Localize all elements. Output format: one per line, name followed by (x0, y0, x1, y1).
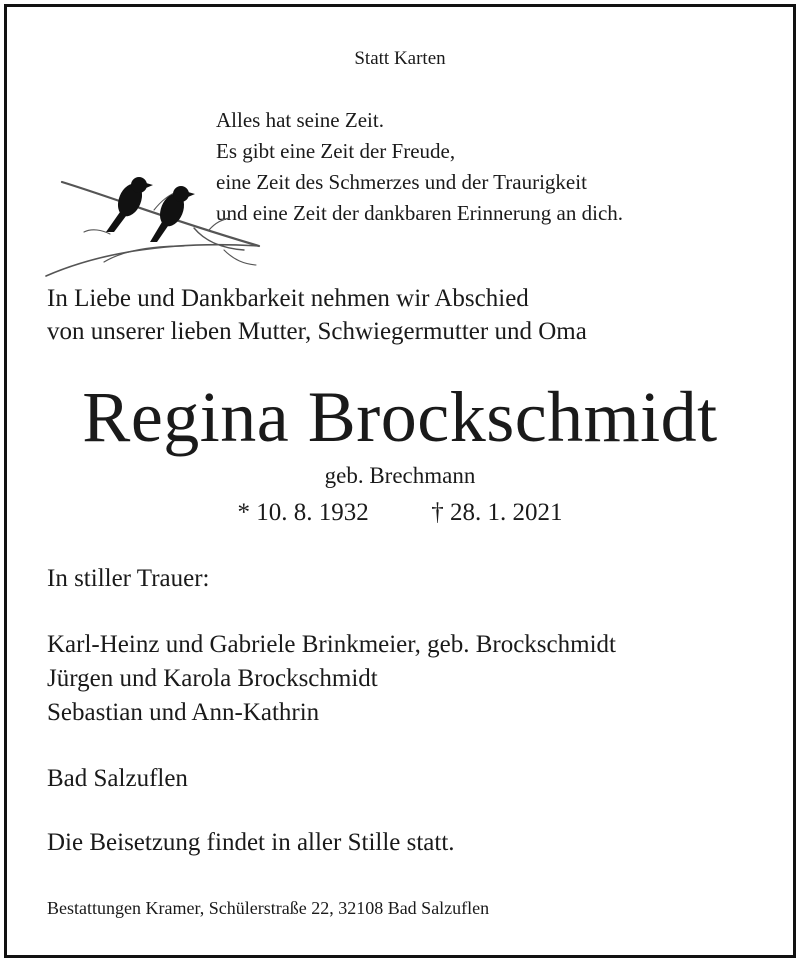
mourning-heading: In stiller Trauer: (47, 565, 210, 592)
mourner-line: Karl-Heinz und Gabriele Brinkmeier, geb. Brockschmidt (47, 631, 616, 658)
poem-line: Es gibt eine Zeit der Freude, (216, 139, 456, 163)
poem-line: und eine Zeit der dankbaren Erinnerung an dich. (216, 201, 624, 225)
mourner-line: Sebastian und Ann-Kathrin (47, 699, 320, 726)
poem-line: eine Zeit des Schmerzes und der Traurigkeit (216, 170, 587, 194)
intro-line: In Liebe und Dankbarkeit nehmen wir Abschied (47, 285, 529, 312)
birds-on-branch-icon (44, 170, 264, 280)
place-text: Bad Salzuflen (47, 765, 188, 792)
mourner-line: Jürgen und Karola Brockschmidt (47, 665, 378, 692)
birth-date: * 10. 8. 1932 (237, 499, 369, 526)
mourners-list (47, 628, 616, 730)
deceased-name: Regina Brockschmidt (82, 377, 718, 457)
funeral-home-footer: Bestattungen Kramer, Schülerstraße 22, 32108 Bad Salzuflen (47, 898, 490, 918)
poem (216, 105, 623, 229)
header-text: Statt Karten (354, 48, 446, 69)
death-date: † 28. 1. 2021 (431, 499, 563, 526)
life-dates (0, 499, 800, 527)
poem-line: Alles hat seine Zeit. (216, 108, 384, 132)
maiden-name: geb. Brechmann (324, 463, 476, 488)
intro-text (47, 282, 587, 348)
intro-line: von unserer lieben Mutter, Schwiegermutter und Oma (47, 318, 587, 345)
burial-note: Die Beisetzung findet in aller Stille statt. (47, 829, 455, 856)
